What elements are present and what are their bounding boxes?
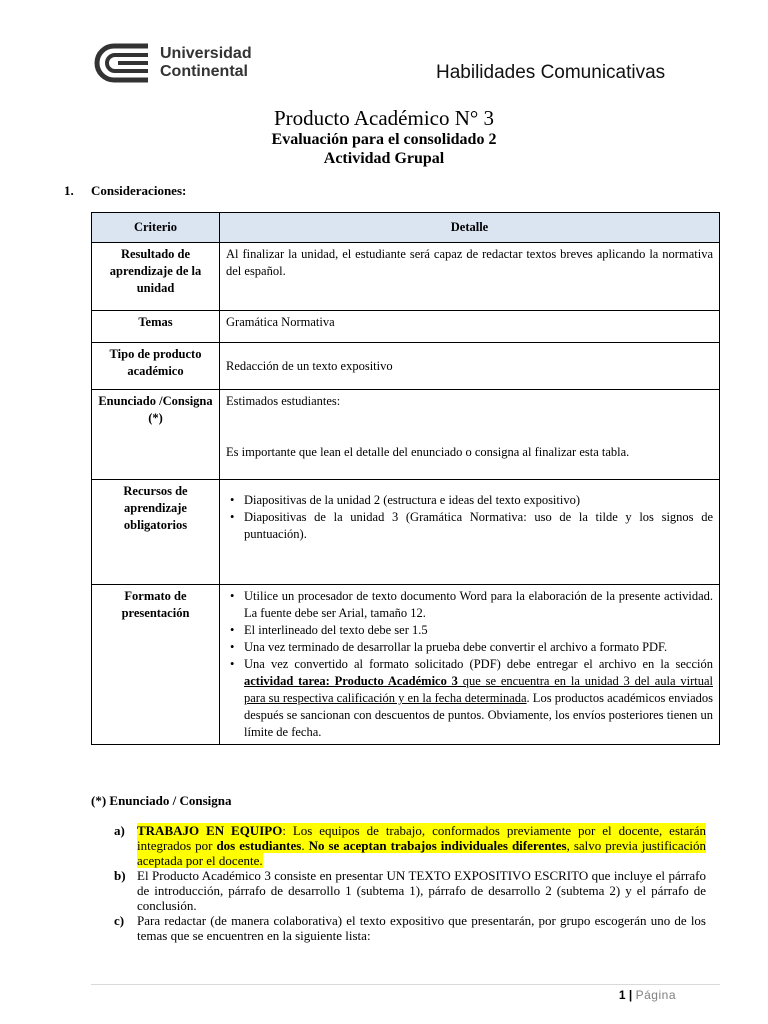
table-row	[92, 243, 720, 311]
course-title: Habilidades Comunicativas	[436, 62, 666, 83]
list-item: • Diapositivas de la unidad 2 (estructura e ideas del texto expositivo)	[236, 492, 713, 509]
row-label: Resultado de aprendizaje de la unidad	[92, 243, 220, 311]
table-row	[92, 390, 720, 480]
list-item	[114, 913, 706, 943]
list-item	[114, 868, 706, 913]
row-detail	[220, 585, 720, 745]
text-run: .	[301, 838, 309, 853]
row-label: Formato de presentación	[92, 585, 220, 745]
item-letter: b)	[114, 868, 126, 883]
section-heading	[64, 183, 186, 199]
university-logo	[92, 42, 252, 84]
enunciado-heading: (*) Enunciado / Consigna	[91, 793, 232, 808]
table-row	[92, 343, 720, 390]
table-row	[92, 311, 720, 343]
document-title: Producto Académico N° 3	[273, 106, 495, 130]
text-run: : Los equipos de trabajo, conformados previamente por el docente, estarán integrados por	[137, 823, 706, 853]
document-subtitle-2: Actividad Grupal	[323, 150, 445, 167]
row-detail: Al finalizar la unidad, el estudiante será capaz de redactar textos breves aplicando la normativa del español.	[220, 243, 720, 311]
row-detail	[220, 390, 720, 480]
row-label: Recursos de aprendizaje obligatorios	[92, 480, 220, 585]
logo-line-2: Continental	[160, 63, 248, 80]
text-run: . Los productos académicos enviados después se sancionan con descuentos de puntos. Obviamente, los envíos posteriores tienen un límite de fecha.	[244, 691, 713, 739]
text-run: No se aceptan trabajos individuales diferentes	[308, 838, 567, 853]
activity-name: actividad tarea: Producto Académico 3	[244, 674, 458, 688]
list-item: • Utilice un procesador de texto documento Word para la elaboración de la presente actividad. La fuente debe ser Arial, tamaño 12.	[236, 588, 713, 622]
section-number: 1.	[64, 183, 74, 198]
table-row	[92, 480, 720, 585]
row-label: Tipo de producto académico	[92, 343, 220, 390]
footer-divider	[91, 984, 720, 985]
text-run: Una vez convertido al formato solicitado (PDF) debe entregar el archivo en la sección	[244, 657, 713, 671]
header-detalle: Detalle	[220, 213, 720, 243]
table-header-row	[92, 213, 720, 243]
text-run: dos estudiantes	[216, 838, 302, 853]
instructions-list	[114, 823, 706, 943]
page-label: Página	[635, 988, 676, 1002]
list-item: • Una vez terminado de desarrollar la prueba debe convertir el archivo a formato PDF.	[236, 639, 713, 656]
row-label: Temas	[92, 311, 220, 343]
list-item	[236, 656, 713, 741]
enunciado-greeting: Estimados estudiantes:	[226, 394, 341, 408]
item-letter: c)	[114, 913, 125, 928]
row-detail: Redacción de un texto expositivo	[220, 343, 720, 390]
list-item: • Diapositivas de la unidad 3 (Gramática Normativa: uso de la tilde y los signos de puntuación).	[236, 509, 713, 543]
resources-list	[226, 492, 713, 543]
continental-logo-icon	[92, 42, 150, 84]
text-run: , salvo previa justificación aceptada por el docente.	[137, 838, 706, 868]
page-number: 1	[618, 988, 626, 1002]
section-label: Consideraciones:	[91, 183, 187, 198]
logo-line-1: Universidad	[160, 45, 252, 62]
list-item: • El interlineado del texto debe ser 1.5	[236, 622, 713, 639]
text-run: TRABAJO EN EQUIPO	[137, 823, 283, 838]
list-item	[114, 823, 706, 868]
enunciado-note: Es importante que lean el detalle del enunciado o consigna al finalizar esta tabla.	[226, 445, 630, 459]
table-row	[92, 585, 720, 745]
row-label: Enunciado /Consigna (*)	[92, 390, 220, 480]
item-text: El Producto Académico 3 consiste en presentar UN TEXTO EXPOSITIVO ESCRITO que incluye el párrafo de introducción, párrafo de desarrollo 1 (subtema 1), párrafo de desarrollo 2 (subtema 2) y el párrafo de conclusión.	[137, 868, 706, 913]
text-run: que se encuentra en la unidad 3 del aula virtual para su respectiva calificación y en la fecha determinada	[244, 674, 713, 705]
item-letter: a)	[114, 823, 125, 838]
item-text: Para redactar (de manera colaborativa) el texto expositivo que presentarán, por grupo escogerán uno de los temas que se encuentren en la siguiente lista:	[137, 913, 706, 943]
page-footer	[619, 988, 676, 1002]
page-separator: |	[628, 988, 633, 1002]
item-text	[137, 823, 706, 868]
row-detail: Gramática Normativa	[220, 311, 720, 343]
document-subtitle-1: Evaluación para el consolidado 2	[271, 131, 497, 148]
criteria-table	[91, 212, 720, 745]
logo-text	[160, 45, 252, 81]
row-detail	[220, 480, 720, 585]
header-criterio: Criterio	[92, 213, 220, 243]
format-list	[226, 588, 713, 741]
